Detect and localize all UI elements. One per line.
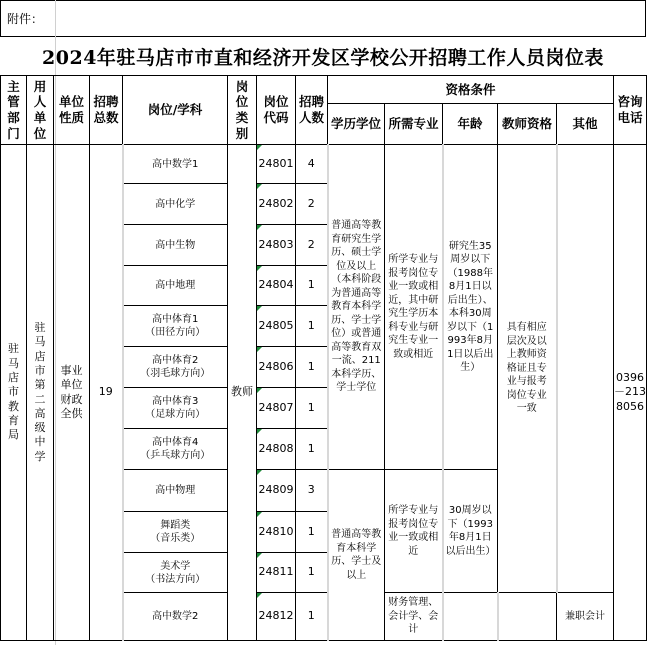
count-cell: 3 — [296, 470, 328, 512]
other-last-row: 兼职会计 — [557, 593, 614, 641]
education-group-a: 普通高等教育研究生学历、硕士学位及以上（本科阶段为普通高等教育本科学历、学士学位）或普通高等教育双一流、211本科学历、学士学位 — [328, 145, 385, 470]
subject-cell — [123, 225, 228, 266]
header-major: 所需专业 — [385, 104, 443, 145]
phone-cell: 0396－2138056 — [614, 145, 647, 641]
header-dept: 主管部门 — [1, 76, 27, 145]
subject-cell — [123, 553, 228, 593]
header-other: 其他 — [557, 104, 614, 145]
teacher-cert-cell: 具有相应层次及以上教师资格证且专业与报考岗位专业一致 — [498, 145, 557, 593]
subject-cell — [123, 184, 228, 225]
nature-cell: 事业单位财政全供 — [54, 145, 90, 641]
code-cell: 24810 — [257, 512, 296, 553]
subject-text: 高中体育3 — [152, 396, 199, 407]
subject-text: 高中化学 — [155, 198, 196, 210]
subject-sub-text: （足球方向） — [145, 409, 206, 420]
code-cell: 24812 — [257, 593, 296, 641]
count-cell: 1 — [296, 512, 328, 553]
header-unit: 用人单位 — [27, 76, 54, 145]
count-cell: 2 — [296, 184, 328, 225]
code-cell: 24811 — [257, 553, 296, 593]
subject-cell — [123, 470, 228, 512]
subject-text: 高中数学1 — [152, 158, 199, 170]
subject-text: 美术学 — [160, 560, 191, 572]
subject-sub-text: （羽毛球方向） — [140, 368, 211, 379]
category-cell: 教师 — [228, 145, 257, 641]
major-group-a: 所学专业与报考岗位专业一致或相近，其中研究生学历本科专业与研究生专业一致或相近 — [385, 145, 443, 470]
education-group-b: 普通高等教育本科学历、学士及以上 — [328, 470, 385, 641]
header-subject: 岗位/学科 — [123, 76, 228, 145]
subject-sub-text: （田径方向） — [145, 327, 206, 338]
major-group-b: 所学专业与报考岗位专业一致或相近 — [385, 470, 443, 593]
subject-cell — [123, 512, 228, 553]
code-cell: 24808 — [257, 429, 296, 470]
code-cell: 24803 — [257, 225, 296, 266]
subject-cell — [123, 266, 228, 306]
code-cell: 24804 — [257, 266, 296, 306]
unit-cell: 驻马店市第二高级中学 — [27, 145, 54, 641]
count-cell: 1 — [296, 388, 328, 429]
subject-text: 高中物理 — [155, 485, 196, 496]
header-total: 招聘总数 — [90, 76, 123, 145]
count-cell: 2 — [296, 225, 328, 266]
age-group-a: 研究生35周岁以下（1988年8月1日以后出生）、本科30周岁以下（1993年8月1日以后出生） — [443, 145, 498, 470]
count-cell: 1 — [296, 429, 328, 470]
header-education: 学历学位 — [328, 104, 385, 145]
dept-cell: 驻马店市教育局 — [1, 145, 27, 641]
count-cell: 1 — [296, 593, 328, 641]
header-age: 年龄 — [443, 104, 498, 145]
subject-text: 高中生物 — [155, 239, 196, 251]
table-row — [1, 145, 647, 184]
subject-cell — [123, 347, 228, 388]
subject-text: 高中体育2 — [152, 355, 199, 366]
teacher-cert-last-row-empty — [498, 593, 557, 641]
subject-cell — [123, 429, 228, 470]
subject-sub-text: （音乐类） — [150, 533, 201, 544]
subject-sub-text: （乒乓球方向） — [140, 450, 211, 461]
subject-cell — [123, 145, 228, 184]
total-cell: 19 — [90, 145, 123, 641]
header-phone: 咨询电话 — [614, 76, 647, 145]
count-cell: 1 — [296, 347, 328, 388]
subject-cell — [123, 593, 228, 641]
other-cell-empty — [557, 145, 614, 593]
count-cell: 4 — [296, 145, 328, 184]
count-cell: 1 — [296, 553, 328, 593]
subject-cell — [123, 306, 228, 347]
header-code: 岗位代码 — [257, 76, 296, 145]
header-qualifications: 资格条件 — [328, 76, 614, 104]
count-cell: 1 — [296, 266, 328, 306]
subject-text: 高中体育1 — [152, 314, 199, 325]
age-group-b: 30周岁以下（1993年8月1日以后出生） — [443, 470, 498, 593]
page-title: 2024年驻马店市市直和经济开发区学校公开招聘工作人员岗位表 — [42, 46, 604, 69]
subject-sub-text: （书法方向） — [145, 573, 206, 585]
attachment-text: 附件： — [7, 12, 44, 26]
code-cell: 24805 — [257, 306, 296, 347]
code-cell: 24801 — [257, 145, 296, 184]
code-cell: 24802 — [257, 184, 296, 225]
subject-text: 高中地理 — [155, 280, 196, 291]
positions-table — [0, 75, 647, 641]
count-cell: 1 — [296, 306, 328, 347]
subject-cell — [123, 388, 228, 429]
attachment-label — [0, 0, 646, 37]
header-teacher-cert: 教师资格 — [498, 104, 557, 145]
subject-text: 高中体育4 — [152, 437, 199, 448]
code-cell: 24809 — [257, 470, 296, 512]
header-category: 岗位类别 — [228, 76, 257, 145]
header-nature: 单位性质 — [54, 76, 90, 145]
major-last-row: 财务管理、会计学、会计 — [385, 593, 443, 641]
subject-text: 舞蹈类 — [160, 520, 191, 531]
subject-text: 高中数学2 — [152, 611, 199, 622]
code-cell: 24807 — [257, 388, 296, 429]
header-count: 招聘人数 — [296, 76, 328, 145]
code-cell: 24806 — [257, 347, 296, 388]
age-last-row-empty — [443, 593, 498, 641]
